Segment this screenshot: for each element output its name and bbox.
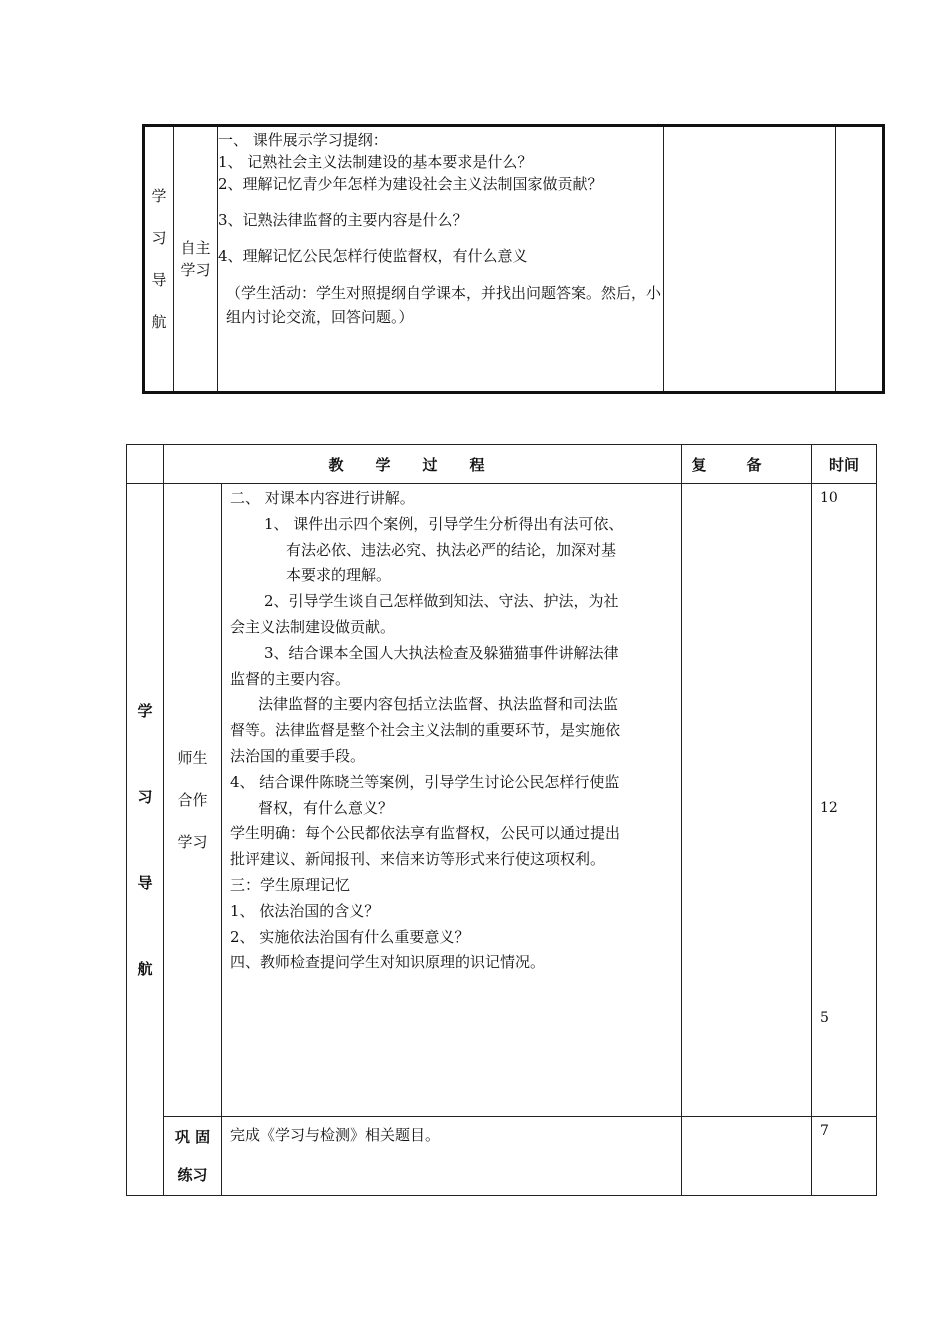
content-line: 批评建议、新闻报刊、来信来访等形式来行使这项权利。 xyxy=(230,850,606,869)
content-line: 三：学生原理记忆 xyxy=(230,875,351,894)
content-line: 会主义法制建设做贡献。 xyxy=(230,617,396,636)
content-line: 督权，有什么意义？ xyxy=(258,798,394,817)
content-line: 1、 课件出示四个案例，引导学生分析得出有法可依、 xyxy=(264,514,624,533)
time-value: 10 xyxy=(820,490,838,506)
consolidation-content: 完成《学习与检测》相关题目。 xyxy=(222,1117,682,1196)
sub-label-consolidation: 巩 固 练习 xyxy=(164,1117,222,1196)
content-line: 1、 依法治国的含义？ xyxy=(230,901,380,920)
sub-label-cooperative-study: 师生 合作 学习 xyxy=(164,484,222,1117)
time-cell xyxy=(836,126,884,393)
content-line: 2、 实施依法治国有什么重要意义？ xyxy=(230,927,470,946)
study-guide-table-2 xyxy=(126,444,877,1196)
study-guide-table-1 xyxy=(142,124,885,394)
content-line: 督等。法律监督是整个社会主义法制的重要环节，是实施依 xyxy=(230,721,621,740)
content-line: 二、 对课本内容进行讲解。 xyxy=(230,489,415,507)
content-line: 4、 结合课件陈晓兰等案例，引导学生讨论公民怎样行使监 xyxy=(230,772,620,791)
content-line: 3、结合课本全国人大执法检查及躲猫猫事件讲解法律 xyxy=(264,643,619,662)
self-study-content xyxy=(218,126,664,393)
content-line: 本要求的理解。 xyxy=(286,566,392,585)
outline-item-4: 4、理解记忆公民怎样行使监督权，有什么意义 xyxy=(218,247,528,265)
header-review: 复备 xyxy=(682,445,812,484)
time-cell-2 xyxy=(812,484,877,1117)
time-value: 12 xyxy=(820,800,838,816)
section-label-study-guide-2: 学 习 导 航 xyxy=(127,484,164,1196)
sub-label-self-study: 自主 学习 xyxy=(174,126,218,393)
content-line: 2、引导学生谈自己怎样做到知法、守法、护法，为社 xyxy=(264,592,619,611)
outline-item-2: 2、理解记忆青少年怎样为建设社会主义法制国家做贡献？ xyxy=(218,175,603,193)
student-activity-note: （学生活动：学生对照提纲自学课本，并找出问题答案。然后，小组内讨论交流，回答问题。） xyxy=(226,284,662,326)
time-value: 5 xyxy=(820,1010,829,1026)
content-line: 学生明确：每个公民都依法享有监督权，公民可以通过提出 xyxy=(230,824,621,843)
review-cell-2 xyxy=(682,484,812,1117)
header-time: 时间 xyxy=(812,445,877,484)
cooperative-study-content xyxy=(222,484,682,1117)
header-teaching-process: 教学过程 xyxy=(164,445,682,484)
review-cell-3 xyxy=(682,1117,812,1196)
content-line: 法律监督的主要内容包括立法监督、执法监督和司法监 xyxy=(258,695,619,714)
review-cell xyxy=(664,126,836,393)
outline-item-1: 1、 记熟社会主义法制建设的基本要求是什么？ xyxy=(218,153,533,171)
content-line: 法治国的重要手段。 xyxy=(230,746,366,765)
content-line: 监督的主要内容。 xyxy=(230,669,351,688)
content-line: 有法必依、违法必究、执法必严的结论，加深对基 xyxy=(286,540,617,559)
header-blank xyxy=(127,445,164,484)
consolidation-time: 7 xyxy=(812,1117,877,1196)
outline-heading: 一、 课件展示学习提纲： xyxy=(218,131,388,149)
content-line: 四、教师检查提问学生对知识原理的识记情况。 xyxy=(230,953,546,972)
section-label-study-guide: 学 习 导 航 xyxy=(144,126,174,393)
outline-item-3: 3、记熟法律监督的主要内容是什么？ xyxy=(218,211,468,229)
